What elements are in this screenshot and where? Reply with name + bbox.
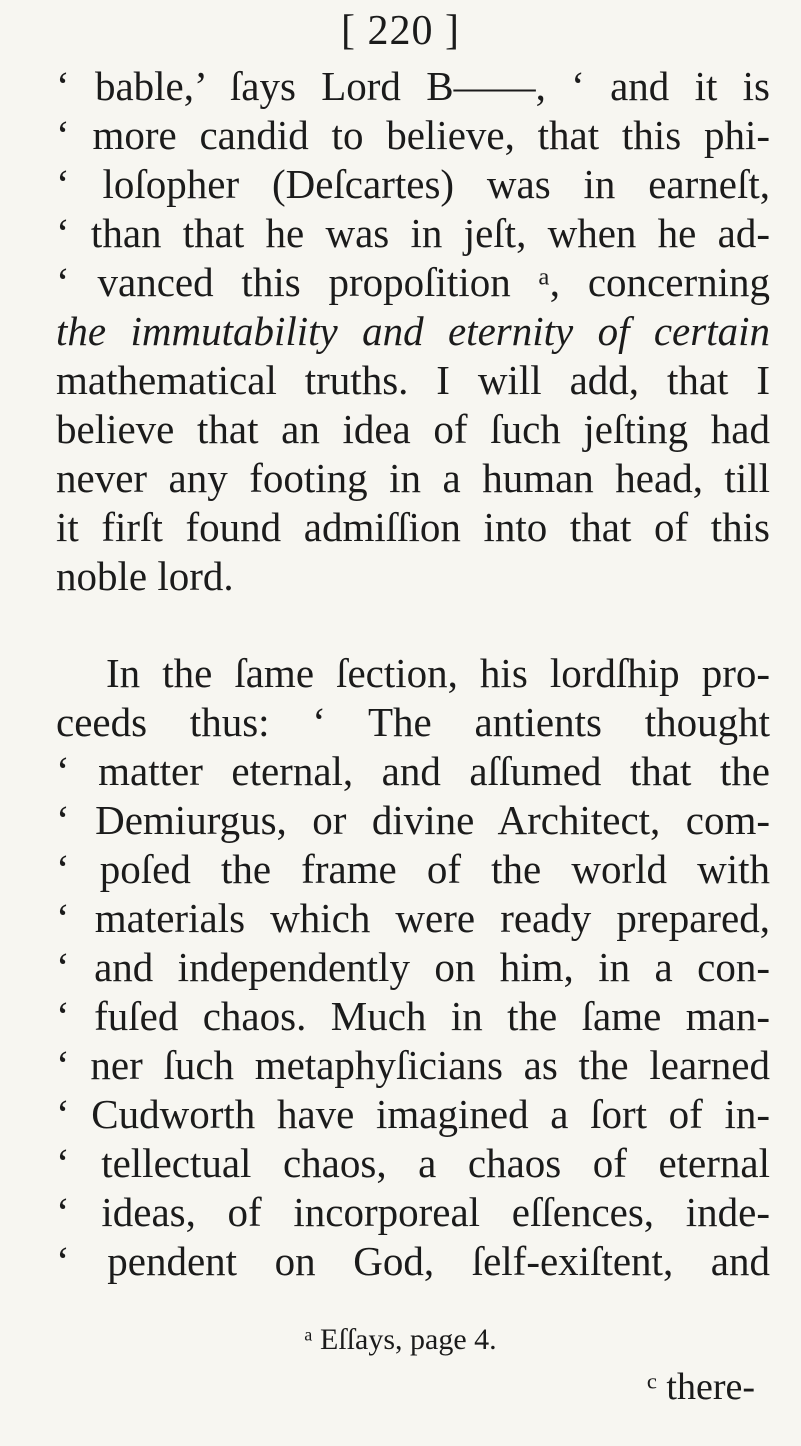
text-line: ‘ Cudworth have imagined a ſort of in-	[56, 1091, 770, 1137]
text-line: ‘ Demiurgus, or divine Architect, com-	[56, 797, 770, 843]
text-line: ‘ loſopher (Deſcartes) was in earneſt,	[56, 161, 770, 207]
text-line: ‘ fuſed chaos. Much in the ſame man-	[56, 993, 770, 1039]
body-text	[56, 62, 770, 1286]
text-line: it firſt found admiſſion into that of this	[56, 504, 770, 550]
page-number-header: [ 220 ]	[341, 8, 460, 54]
text-line: believe that an idea of ſuch jeſting had	[56, 406, 770, 452]
paragraph-1	[56, 62, 770, 601]
paragraph-gap	[56, 601, 770, 649]
text-line-italic: the immutability and eternity of certain	[56, 308, 770, 354]
text-line: never any footing in a human head, till	[56, 455, 770, 501]
text-line: ‘ than that he was in jeſt, when he ad-	[56, 210, 770, 256]
text-line: In the ſame ſection, his lordſhip pro-	[106, 650, 770, 696]
catchword: ᶜ there-	[647, 1366, 755, 1408]
text-line: ‘ vanced this propoſition ᵃ, concerning	[56, 259, 770, 305]
text-line: ceeds thus: ‘ The antients thought	[56, 699, 770, 745]
text-line: ‘ tellectual chaos, a chaos of eternal	[56, 1140, 770, 1186]
text-line: ‘ ideas, of incorporeal eſſences, inde-	[56, 1189, 770, 1235]
text-line: mathematical truths. I will add, that I	[56, 357, 770, 403]
text-line: noble lord.	[56, 553, 234, 599]
text-line: ‘ bable,’ ſays Lord B——, ‘ and it is	[56, 63, 770, 109]
text-line: ‘ more candid to believe, that this phi-	[56, 112, 770, 158]
text-line: ‘ ner ſuch metaphyſicians as the learned	[56, 1042, 770, 1088]
text-line: ‘ matter eternal, and aſſumed that the	[56, 748, 770, 794]
text-line: ‘ poſed the frame of the world with	[56, 846, 770, 892]
text-line: ‘ and independently on him, in a con-	[56, 944, 770, 990]
text-line: ‘ pendent on God, ſelf-exiſtent, and	[56, 1238, 770, 1284]
text-line: ‘ materials which were ready prepared,	[56, 895, 770, 941]
paragraph-2	[56, 649, 770, 1286]
footnote: ᵃ Eſſays, page 4.	[304, 1323, 497, 1356]
